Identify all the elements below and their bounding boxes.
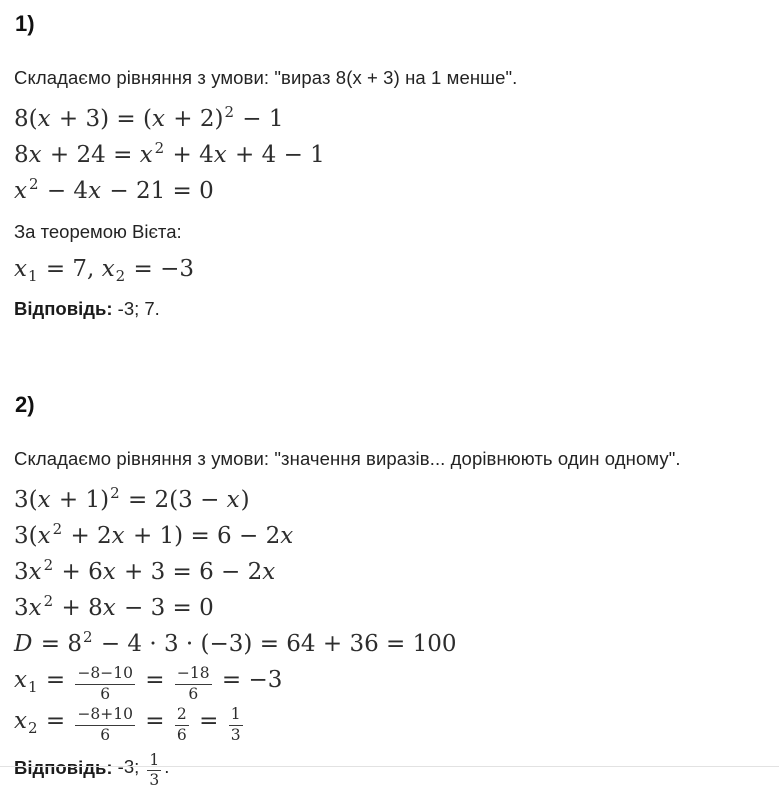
equation-line: $x_1$ = $\frac{-8-10}{6}$ = $\frac{-18}{6}$ = −3	[14, 664, 283, 703]
problem-2-answer	[14, 752, 761, 790]
fraction: $\frac{1}{3}$	[149, 750, 160, 790]
equation-line: $D = 8^2 - 4 \cdot 3 \cdot (-3) = 64 + 36 = 100$	[14, 628, 457, 657]
problem-1-heading: 1)	[15, 11, 35, 36]
problem-1-condition: Складаємо рівняння з умови: "вираз 8(x + 3) на 1 менше".	[14, 67, 518, 88]
problem-1	[14, 12, 761, 321]
bottom-divider	[0, 766, 779, 767]
problem-1-equations	[14, 102, 761, 210]
equation-line: $3(x + 1)^2 = 2(3 - x)$	[14, 484, 250, 513]
fraction: $\frac{2}{6}$	[176, 705, 187, 744]
problem-2-condition: Складаємо рівняння з умови: "значення виразів... дорівнюють один одному".	[14, 448, 681, 469]
answer-value: -3; $\frac{1}{3}$ .	[112, 750, 170, 790]
problem-2-heading: 2)	[15, 392, 35, 417]
answer-label: Відповідь:	[14, 298, 113, 319]
equation-line: x $^2$ − 4x − 21 = 0	[14, 175, 214, 204]
problem-1-answer	[14, 297, 761, 321]
equation-line: $8(x + 3) = (x + 2)^2 - 1$	[14, 103, 284, 132]
answer-label: Відповідь:	[14, 756, 113, 778]
fraction: $\frac{1}{3}$	[230, 705, 241, 744]
fraction: $\frac{-8+10}{6}$	[77, 705, 133, 744]
equation-line: 8x + 24 = x $^2$ + 4x + 4 − 1	[14, 139, 325, 168]
problem-1-roots	[14, 252, 761, 288]
vieta-note: За теоремою Вієта:	[14, 221, 182, 242]
equation-line: 3x $^2$ + 6x + 3 = 6 − 2x	[14, 556, 276, 585]
answer-value: -3; 7.	[112, 298, 160, 319]
problem-2	[14, 393, 761, 790]
equation-line: $x_1 = 7$, $x_2 = -3$	[14, 256, 195, 285]
problem-2-equations	[14, 483, 761, 745]
fraction: $\frac{-18}{6}$	[176, 664, 210, 703]
fraction: $\frac{-8-10}{6}$	[77, 664, 133, 703]
equation-line: $x_2$ = $\frac{-8+10}{6}$ = $\frac{2}{6}$ = $\frac{1}{3}$	[14, 705, 241, 744]
equation-line: 3(x $^2$ + 2x + 1) = 6 − 2x	[14, 520, 294, 549]
equation-line: 3x $^2$ + 8x − 3 = 0	[14, 592, 214, 621]
